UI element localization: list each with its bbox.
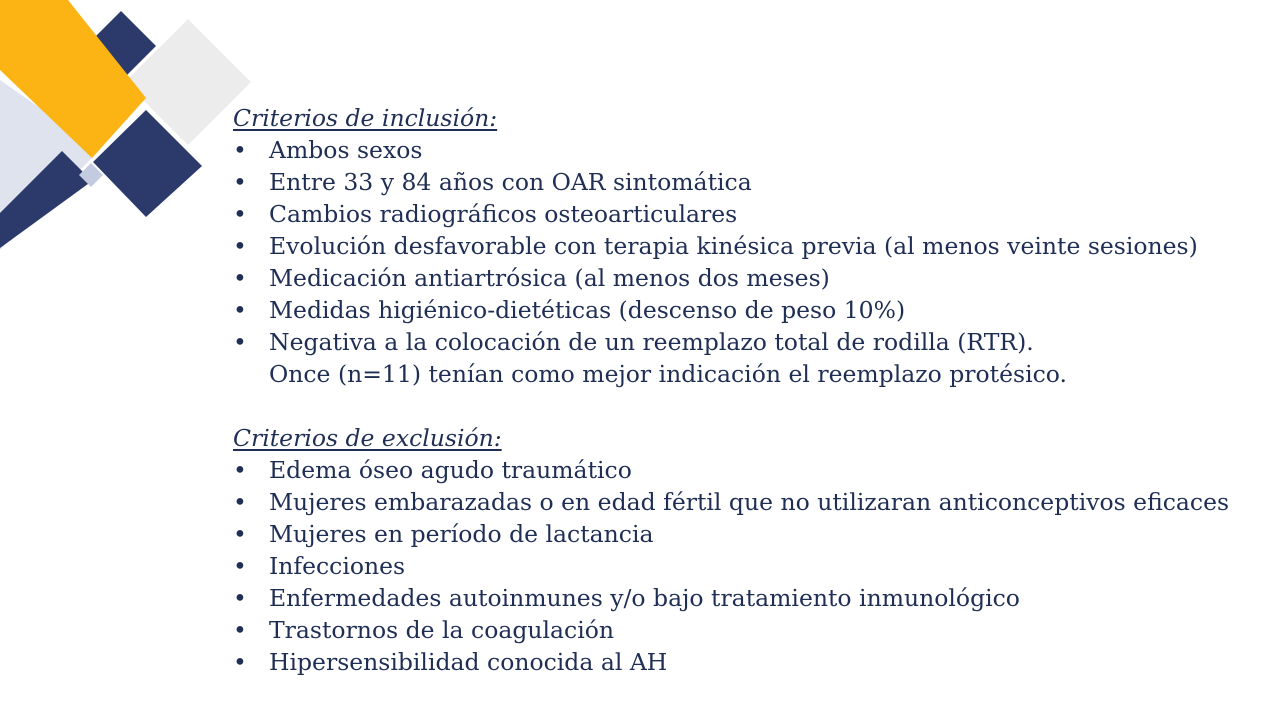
inclusion-item-text: Medicación antiartrósica (al menos dos meses) — [269, 264, 830, 292]
list-item — [233, 230, 1243, 262]
inclusion-item-text: Ambos sexos — [269, 136, 423, 164]
bullet: • — [233, 648, 247, 676]
list-item — [233, 518, 1243, 550]
inclusion-item-text: Cambios radiográficos osteoarticulares — [269, 200, 738, 228]
bullet: • — [233, 168, 247, 196]
list-item — [233, 454, 1243, 486]
bullet: • — [233, 456, 247, 484]
inclusion-list — [233, 134, 1243, 358]
exclusion-item-text: Mujeres en período de lactancia — [269, 520, 654, 548]
exclusion-item-text: Trastornos de la coagulación — [269, 616, 615, 644]
list-item — [233, 134, 1243, 166]
list-item — [233, 486, 1243, 518]
bullet: • — [233, 264, 247, 292]
exclusion-title: Criterios de exclusión: — [233, 424, 502, 452]
bullet: • — [233, 200, 247, 228]
exclusion-item-text: Infecciones — [269, 552, 406, 580]
list-item — [233, 614, 1243, 646]
exclusion-item-text: Enfermedades autoinmunes y/o bajo tratamiento inmunológico — [269, 584, 1020, 612]
corner-decoration — [0, 0, 270, 260]
list-item — [233, 198, 1243, 230]
exclusion-item-text: Hipersensibilidad conocida al AH — [269, 648, 668, 676]
list-item — [233, 550, 1243, 582]
inclusion-item-text: Medidas higiénico-dietéticas (descenso de peso 10%) — [269, 296, 906, 324]
inclusion-item-text: Evolución desfavorable con terapia kinésica previa (al menos veinte sesiones) — [269, 232, 1198, 260]
exclusion-list — [233, 454, 1243, 678]
bullet: • — [233, 136, 247, 164]
bullet: • — [233, 232, 247, 260]
list-item — [233, 294, 1243, 326]
exclusion-item-text: Mujeres embarazadas o en edad fértil que no utilizaran anticonceptivos eficaces — [269, 488, 1230, 516]
list-item — [233, 326, 1243, 358]
criteria-content — [233, 102, 1243, 678]
bullet: • — [233, 488, 247, 516]
list-item — [233, 582, 1243, 614]
section-spacer — [233, 390, 1243, 422]
list-item — [233, 166, 1243, 198]
inclusion-note: Once (n=11) tenían como mejor indicación el reemplazo protésico. — [269, 360, 1067, 388]
bullet: • — [233, 616, 247, 644]
bullet: • — [233, 584, 247, 612]
bullet: • — [233, 552, 247, 580]
list-item — [233, 262, 1243, 294]
exclusion-item-text: Edema óseo agudo traumático — [269, 456, 632, 484]
bullet: • — [233, 296, 247, 324]
bullet: • — [233, 520, 247, 548]
inclusion-title: Criterios de inclusión: — [233, 104, 498, 132]
list-item — [233, 646, 1243, 678]
bullet: • — [233, 328, 247, 356]
inclusion-item-text: Negativa a la colocación de un reemplazo total de rodilla (RTR). — [269, 328, 1034, 356]
inclusion-item-text: Entre 33 y 84 años con OAR sintomática — [269, 168, 752, 196]
